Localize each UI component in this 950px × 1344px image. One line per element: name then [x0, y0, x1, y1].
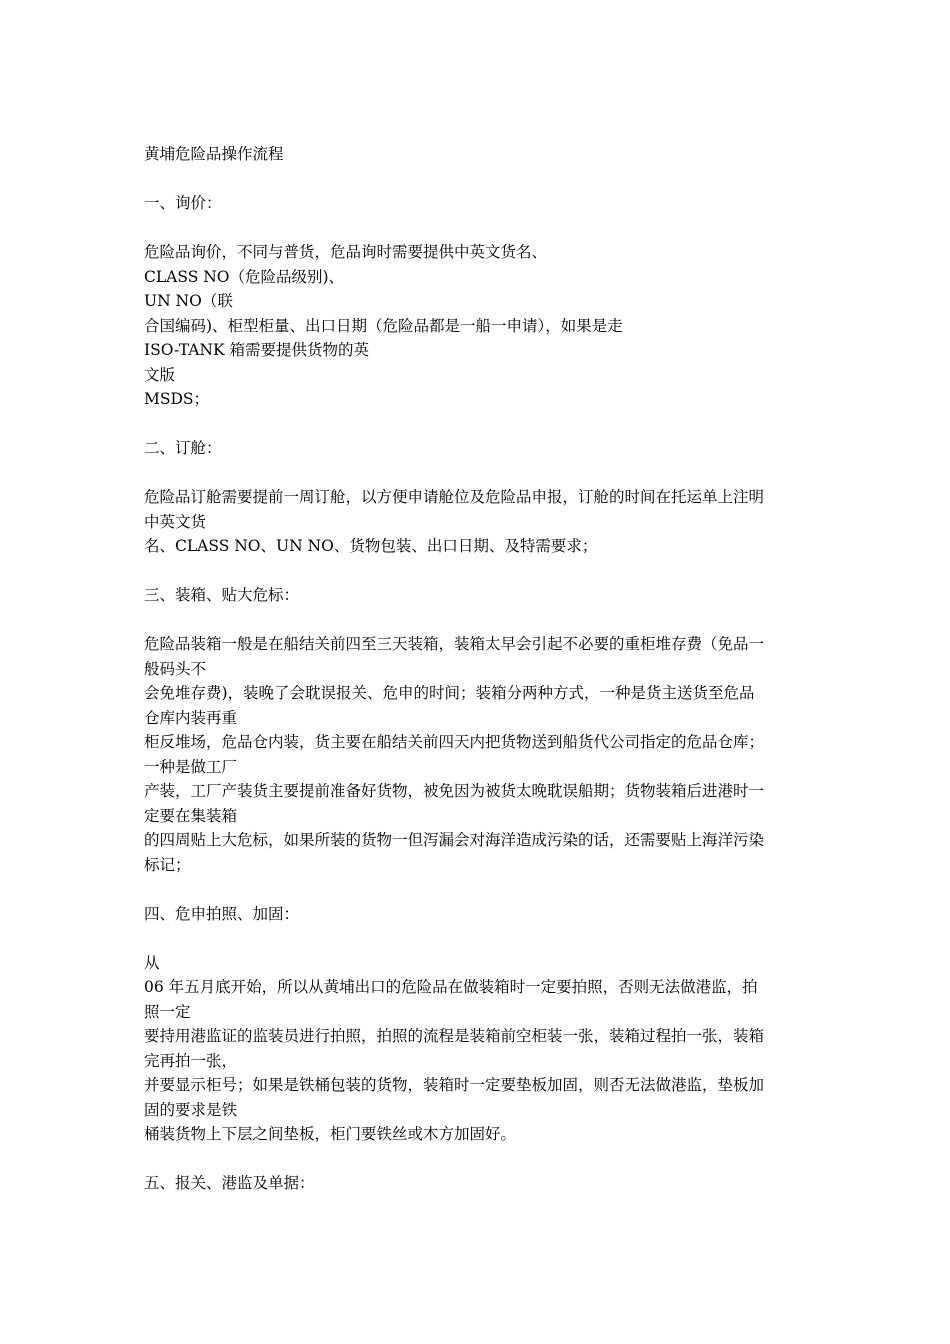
- paragraph-line: MSDS；: [144, 390, 210, 408]
- paragraph-line: 产装，工厂产装货主要提前准备好货物，被免因为被货太晚耽误船期；货物装箱后进港时一: [144, 782, 765, 800]
- paragraph-line: 一种是做工厂: [144, 757, 238, 776]
- paragraph-line: 并要显示柜号；如果是铁桶包装的货物，装箱时一定要垫板加固，则否无法做港监，垫板加: [144, 1076, 765, 1094]
- section-heading: 三、装箱、贴大危标：: [144, 586, 300, 604]
- paragraph-line: 危险品订舱需要提前一周订舱，以方便申请舱位及危险品申报，订舱的时间在托运单上注明: [144, 488, 765, 506]
- spacer: [144, 216, 812, 241]
- paragraph-line: 要持用港监证的监装员进行拍照，拍照的流程是装箱前空柜装一张，装箱过程拍一张，装箱: [144, 1027, 765, 1045]
- document-body: [144, 142, 812, 1196]
- spacer: [144, 559, 812, 584]
- paragraph-line: 完再拍一张，: [144, 1051, 238, 1070]
- paragraph-line: 柜反堆场，危品仓内装，货主要在船结关前四天内把货物送到船货代公司指定的危品仓库；: [144, 733, 765, 751]
- paragraph-line: 仓库内装再重: [144, 708, 238, 727]
- section-heading: 四、危申拍照、加固：: [144, 904, 300, 923]
- paragraph-line: 危险品询价，不同与普货，危品询时需要提供中英文货名、: [144, 243, 548, 261]
- paragraph-line: 合国编码)、柜型柜量、出口日期（危险品都是一船一申请），如果是走: [144, 316, 623, 335]
- paragraph-line: 会免堆存费)，装晚了会耽误报关、危申的时间；装箱分两种方式，一种是货主送货至危品: [144, 684, 755, 702]
- paragraph-line: 名、CLASS NO、UN NO、货物包装、出口日期、及特需要求；: [144, 537, 598, 555]
- paragraph-line: CLASS NO（危险品级别)、: [144, 267, 345, 286]
- section-heading: 五、报关、港监及单据：: [144, 1174, 315, 1192]
- spacer: [144, 461, 812, 486]
- spacer: [144, 926, 812, 951]
- spacer: [144, 608, 812, 633]
- paragraph-line: 文版: [144, 365, 176, 384]
- paragraph-line: 照一定: [144, 1002, 191, 1021]
- document-title: 黄埔危险品操作流程: [144, 145, 284, 163]
- spacer: [144, 167, 812, 192]
- paragraph-line: ISO-TANK 箱需要提供货物的英: [144, 341, 369, 359]
- paragraph-line: 危险品装箱一般是在船结关前四至三天装箱，装箱太早会引起不必要的重柜堆存费（免品一: [144, 635, 765, 653]
- paragraph-line: 定要在集装箱: [144, 806, 238, 825]
- paragraph-line: 固的要求是铁: [144, 1100, 238, 1119]
- spacer: [144, 1147, 812, 1172]
- paragraph-line: UN NO（联: [144, 292, 233, 310]
- paragraph-line: 的四周贴上大危标，如果所装的货物一但泻漏会对海洋造成污染的话，还需要贴上海洋污染: [144, 831, 765, 849]
- paragraph-line: 中英文货: [144, 512, 207, 531]
- paragraph-line: 从: [144, 953, 160, 972]
- section-heading: 二、订舱：: [144, 439, 222, 457]
- spacer: [144, 412, 812, 437]
- paragraph-line: 桶装货物上下层之间垫板，柜门要铁丝或木方加固好。: [144, 1125, 517, 1143]
- section-heading: 一、询价：: [144, 194, 222, 212]
- paragraph-line: 标记；: [144, 855, 191, 874]
- paragraph-line: 般码头不: [144, 659, 207, 678]
- spacer: [144, 877, 812, 902]
- paragraph-line: 06 年五月底开始，所以从黄埔出口的危险品在做装箱时一定要拍照，否则无法做港监，拍: [144, 978, 758, 996]
